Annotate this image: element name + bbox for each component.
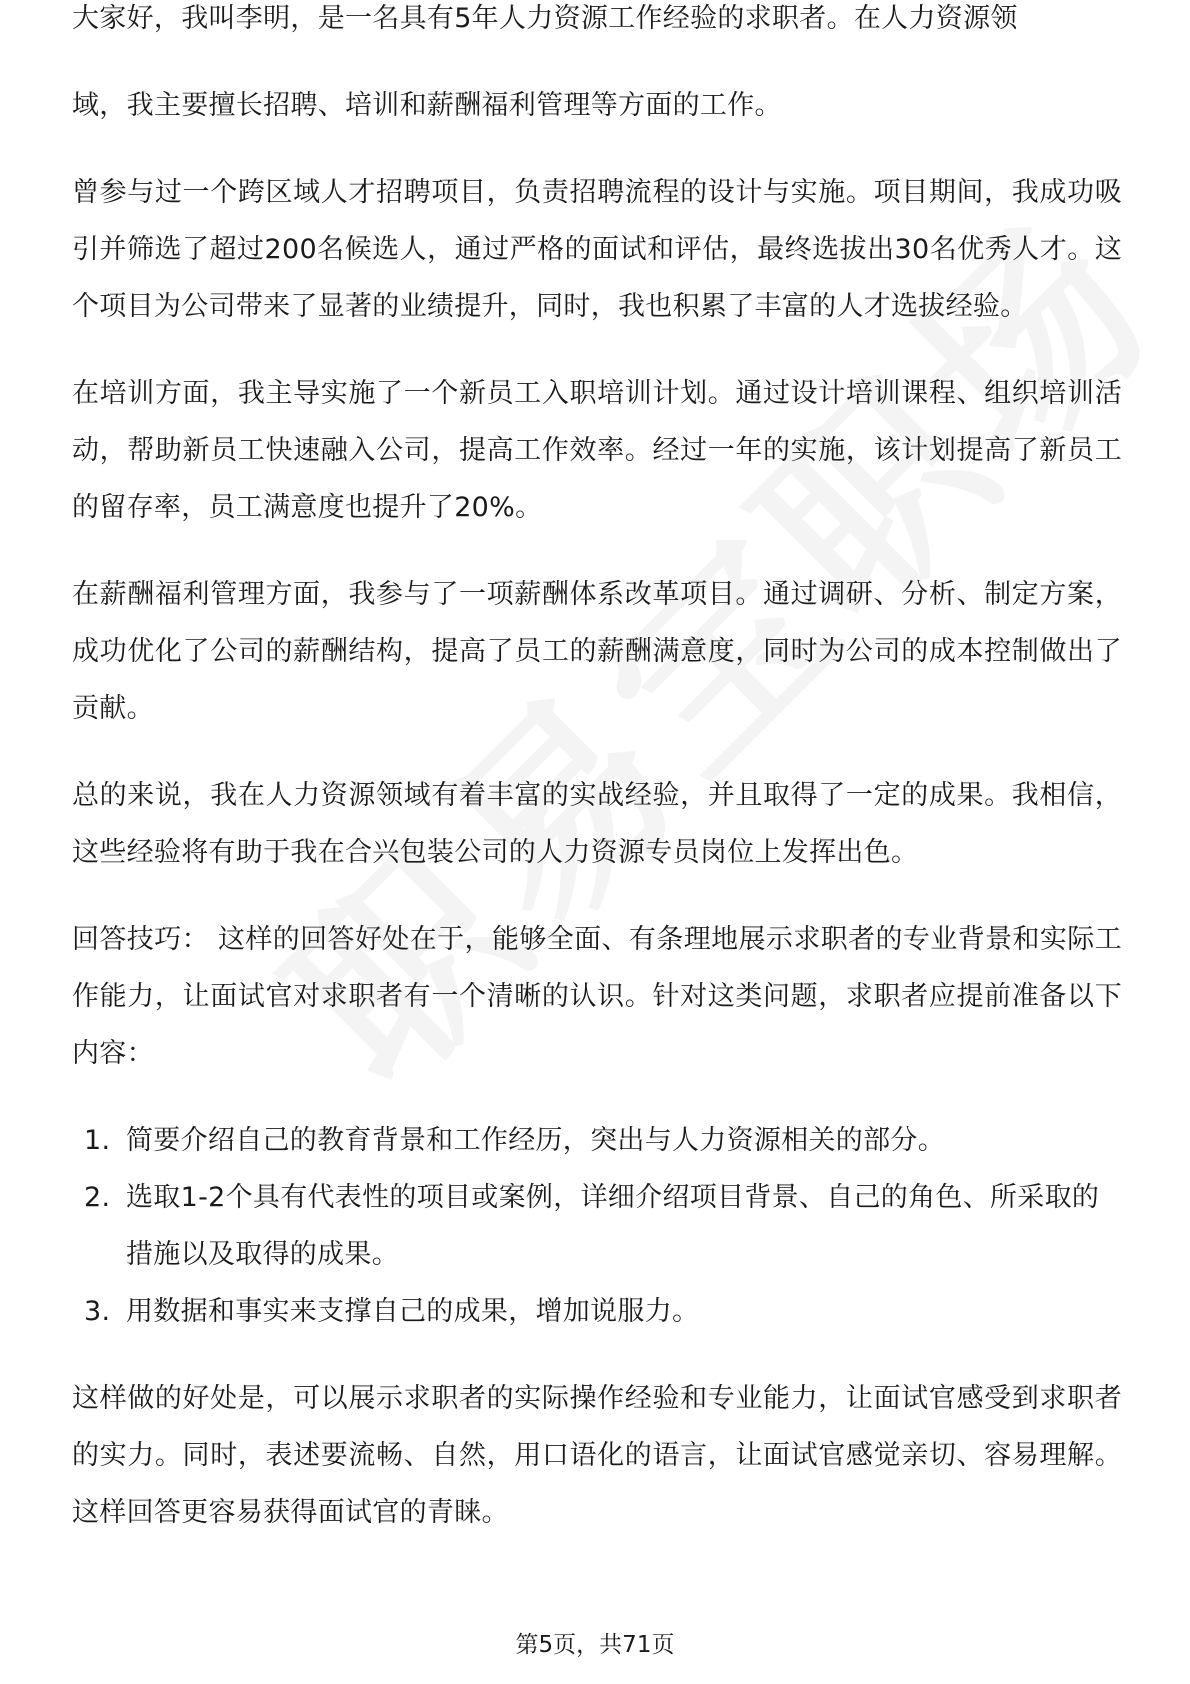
- list-item: [72, 1112, 1122, 1169]
- list-item-text: 选取1-2个具有代表性的项目或案例，详细介绍项目背景、自己的角色、所采取的措施以及取得的成果。: [126, 1182, 1100, 1270]
- page-number: 第5页，共71页: [515, 1632, 675, 1658]
- list-item: [72, 1169, 1122, 1283]
- paragraph-intro-end: 域，我主要擅长招聘、培训和薪酬福利管理等方面的工作。: [72, 90, 782, 121]
- paragraph-recruiting: 曾参与过一个跨区域人才招聘项目，负责招聘流程的设计与实施。项目期间，我成功吸引并筛选了超过200名候选人，通过严格的面试和评估，最终选拔出30名优秀人才。这个项目为公司带来了显著的业绩提升，同时，我也积累了丰富的人才选拔经验。: [72, 177, 1122, 322]
- paragraph-summary: 总的来说，我在人力资源领域有着丰富的实战经验，并且取得了一定的成果。我相信，这些经验将有助于我在合兴包装公司的人力资源专员岗位上发挥出色。: [72, 780, 1122, 868]
- list-item-number: 3.: [84, 1296, 111, 1327]
- document-body: [72, 3, 1122, 1571]
- list-item-number: 2.: [84, 1182, 111, 1213]
- paragraph-training: 在培训方面，我主导实施了一个新员工入职培训计划。通过设计培训课程、组织培训活动，帮助新员工快速融入公司，提高工作效率。经过一年的实施，该计划提高了新员工的留存率，员工满意度也提升了20%。: [72, 378, 1122, 523]
- list-item: [72, 1283, 1122, 1340]
- tips-list: [72, 1112, 1122, 1340]
- list-item-number: 1.: [84, 1125, 111, 1156]
- list-item-text: 用数据和事实来支撑自己的成果，增加说服力。: [126, 1296, 700, 1327]
- list-item-text: 简要介绍自己的教育背景和工作经历，突出与人力资源相关的部分。: [126, 1125, 945, 1156]
- paragraph-tips: 回答技巧： 这样的回答好处在于，能够全面、有条理地展示求职者的专业背景和实际工作能力，让面试官对求职者有一个清晰的认识。针对这类问题，求职者应提前准备以下内容：: [72, 924, 1122, 1069]
- paragraph-compensation: 在薪酬福利管理方面，我参与了一项薪酬体系改革项目。通过调研、分析、制定方案，成功优化了公司的薪酬结构，提高了员工的薪酬满意度，同时为公司的成本控制做出了贡献。: [72, 579, 1122, 724]
- partial-top-line: 大家好，我叫李明，是一名具有5年人力资源工作经验的求职者。在人力资源领: [72, 3, 1018, 34]
- paragraph-closing: 这样做的好处是，可以展示求职者的实际操作经验和专业能力，让面试官感受到求职者的实力。同时，表述要流畅、自然，用口语化的语言，让面试官感觉亲切、容易理解。这样回答更容易获得面试官的青睐。: [72, 1383, 1122, 1528]
